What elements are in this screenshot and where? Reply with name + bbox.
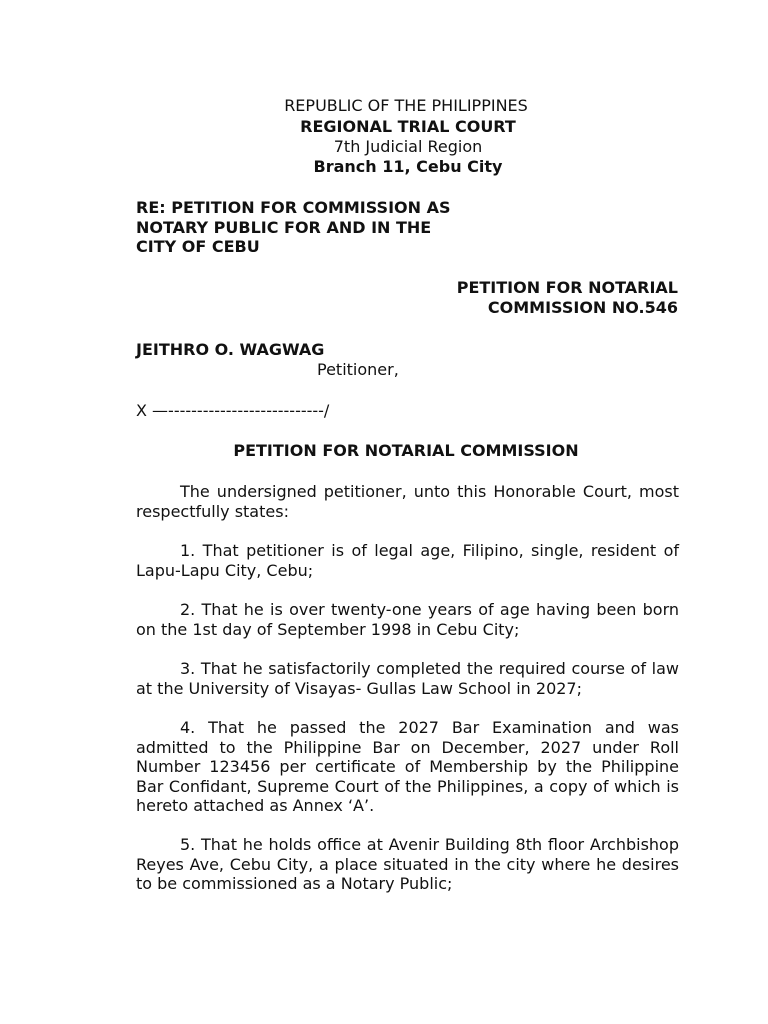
paragraph-3: 3. That he satisfactorily completed the required course of law at the University of Visayas- Gullas Law School in 2027; xyxy=(136,659,679,698)
case-line-2: COMMISSION NO.546 xyxy=(487,297,678,317)
intro-paragraph: The undersigned petitioner, unto this Honorable Court, most respectfully states: xyxy=(136,482,679,521)
re-line-1: RE: PETITION FOR COMMISSION AS xyxy=(136,198,451,217)
case-separator: X —---------------------------/ xyxy=(136,401,330,420)
case-block xyxy=(457,278,678,317)
paragraph-2: 2. That he is over twenty-one years of age having been born on the 1st day of September 1998 in Cebu City; xyxy=(136,600,679,639)
paragraph-1: 1. That petitioner is of legal age, Filipino, single, resident of Lapu-Lapu City, Cebu; xyxy=(136,541,679,580)
header-region: 7th Judicial Region xyxy=(333,137,483,156)
header-court: REGIONAL TRIAL COURT xyxy=(300,117,516,136)
header-branch: Branch 11, Cebu City xyxy=(313,157,503,176)
case-line-1: PETITION FOR NOTARIAL xyxy=(456,278,678,297)
petitioner-name: JEITHRO O. WAGWAG xyxy=(136,340,325,359)
re-line-3: CITY OF CEBU xyxy=(136,237,260,256)
paragraph-5: 5. That he holds office at Avenir Building 8th floor Archbishop Reyes Ave, Cebu City, a place situated in the city where he desires to be commissioned as a Notary Public; xyxy=(136,835,679,893)
document-title: PETITION FOR NOTARIAL COMMISSION xyxy=(233,441,579,460)
re-line-2: NOTARY PUBLIC FOR AND IN THE xyxy=(136,217,432,237)
paragraph-4: 4. That he passed the 2027 Bar Examination and was admitted to the Philippine Bar on December, 2027 under Roll Number 123456 per certificate of Membership by the Philippine Bar Confidant, Supreme Court of the Philippines, a copy of which is hereto attached as Annex ‘A’. xyxy=(136,718,679,815)
re-block xyxy=(136,198,679,257)
petitioner-role: Petitioner, xyxy=(317,360,399,379)
header-republic: REPUBLIC OF THE PHILIPPINES xyxy=(284,96,528,115)
